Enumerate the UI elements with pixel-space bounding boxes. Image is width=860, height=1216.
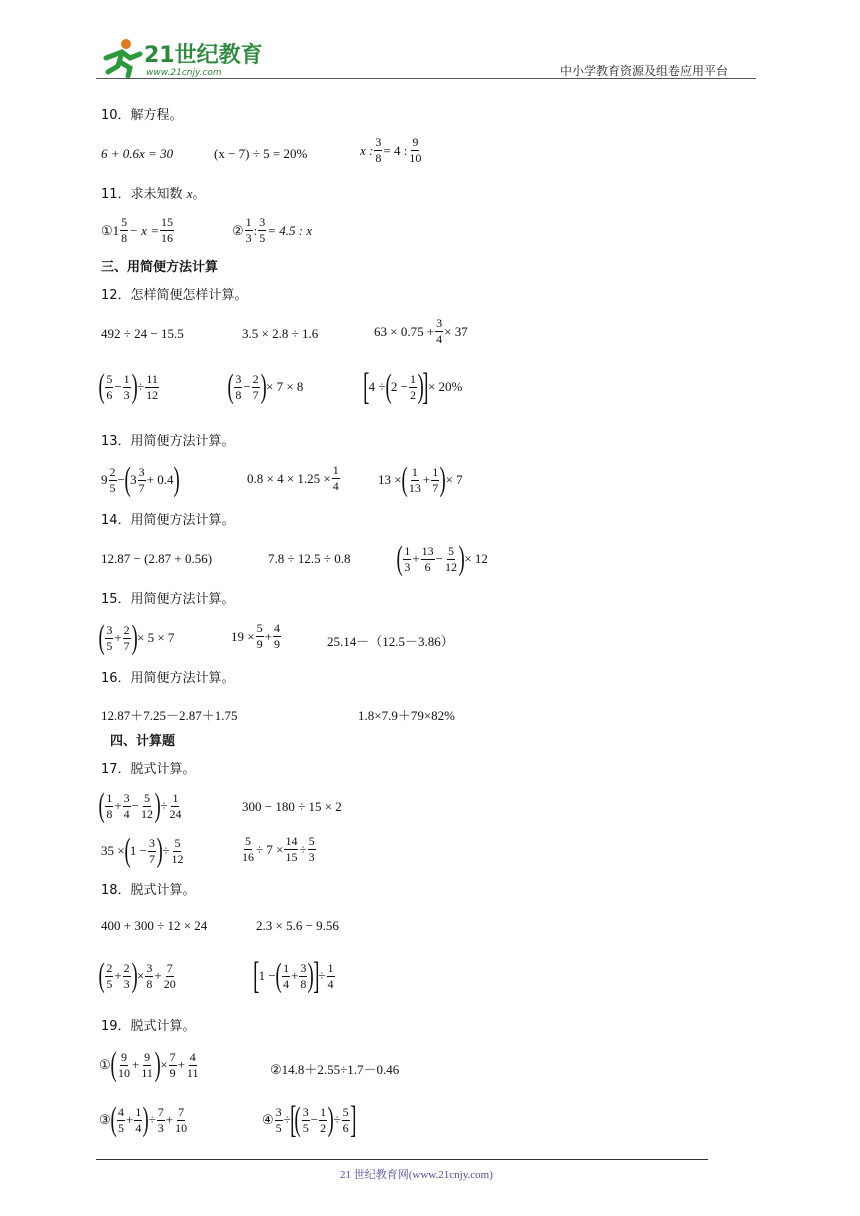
q18-eq3: ( 2 5 + 2 3 ) × 3 8 + 7 20 <box>98 957 176 994</box>
q17-eq3: 35 × ( 1 − $\frac{3}{7}$ ) ÷ 5 12 <box>101 832 184 869</box>
q10-label: 10．解方程。 <box>101 108 183 123</box>
q17-eq4: $\frac{5}{16}$ ÷ 7 × $\frac{14}{15}$ ÷ 5 3 <box>242 834 315 864</box>
q14-eq2: 7.8 ÷ 12.5 ÷ 0.8 <box>268 551 351 566</box>
footer-text: 21 世纪教育网(www.21cnjy.com) <box>340 1169 493 1181</box>
header-platform-text: 中小学教育资源及组卷应用平台 <box>560 64 729 78</box>
q12-eq5: ( 3 8 − 2 7 ) × 7 × 8 <box>227 368 304 405</box>
q19-eq4: ④ 3 5 ÷ [ ( 3 5 − 1 2 ) ÷ 5 6 ] <box>262 1099 357 1141</box>
q16-eq2: 1.8×7.9＋79×82% <box>358 708 455 723</box>
q12-eq6: [ 4 ÷ ( 2 − $\frac{1}{2}$ ) ] × 20% <box>363 366 463 408</box>
q17-eq2: 300 − 180 ÷ 15 × 2 <box>242 799 342 814</box>
q13-eq1: 9 2 5 − ( 3 3 7 + 0.4 ) <box>101 461 180 498</box>
q18-eq1: 400 + 300 ÷ 12 × 24 <box>101 918 208 933</box>
q11-eq2: ② 1 3 : $\frac{3}{5}$ = 4.5 : x <box>232 215 313 245</box>
q12-eq3: 63 × 0.75 + $\frac{3}{4}$ × 37 <box>374 316 468 346</box>
q15-eq2: 19 × $\frac{5}{9}$ + 4 9 <box>231 621 280 651</box>
section-4-title: 四、计算题 <box>110 734 176 749</box>
section-3-title: 三、用简便方法计算 <box>101 260 219 275</box>
q16-eq1: 12.87＋7.25－2.87＋1.75 <box>101 708 238 723</box>
q17-eq1: ( 1 8 + 3 4 − 5 12 ) ÷ 1 24 <box>98 787 182 824</box>
q15-label: 15．用简便方法计算。 <box>101 592 235 607</box>
q12-eq1: 492 ÷ 24 − 15.5 <box>101 326 184 341</box>
q15-eq1: ( 3 5 + 2 7 ) × 5 × 7 <box>98 619 175 656</box>
q15-eq3: 25.14－（12.5－3.86） <box>327 634 454 649</box>
runner-logo-icon <box>96 36 266 78</box>
q19-eq1: ① ( 9 10 + 9 11 ) × 7 9 + 4 11 <box>99 1046 199 1083</box>
q19-eq2: ②14.8＋2.55÷1.7－0.46 <box>270 1062 400 1077</box>
svg-text:www.21cnjy.com: www.21cnjy.com <box>146 68 222 78</box>
q12-eq2: 3.5 × 2.8 ÷ 1.6 <box>242 326 319 341</box>
q14-eq1: 12.87 − (2.87 + 0.56) <box>101 551 213 566</box>
footer-divider <box>96 1159 708 1160</box>
q10-eq3: x : $\frac{3}{8}$ = 4 : 9 10 <box>360 135 422 165</box>
q17-label: 17．脱式计算。 <box>101 762 196 777</box>
q14-label: 14．用简便方法计算。 <box>101 513 235 528</box>
q10-eq2: (x − 7) ÷ 5 = 20% <box>214 146 308 161</box>
q10-eq1: 6 + 0.6x = 30 <box>101 146 174 161</box>
svg-text:21世纪教育: 21世纪教育 <box>144 43 263 68</box>
q11-eq1: ①1 5 8 − x = $\frac{15}{16}$ <box>101 215 173 245</box>
site-logo <box>96 36 266 78</box>
q12-eq4: ( 5 6 − 1 3 ) ÷ 11 12 <box>98 368 159 405</box>
q18-eq2: 2.3 × 5.6 − 9.56 <box>256 918 339 933</box>
q13-eq2: 0.8 × 4 × 1.25 × $\frac{1}{4}$ <box>247 463 339 493</box>
q19-eq3: ③ ( 4 5 + 1 4 ) ÷ 7 3 + 7 10 <box>99 1101 188 1138</box>
q13-eq3: 13 × ( 1 13 + 1 7 ) × 7 <box>378 461 463 498</box>
q18-eq4: [ 1 − ( 1 4 + 3 8 ) ] ÷ 1 4 <box>253 955 334 997</box>
header-divider <box>96 78 756 79</box>
q14-eq3: ( 1 3 + 13 6 − 5 12 ) × 12 <box>396 540 488 577</box>
q19-label: 19．脱式计算。 <box>101 1019 196 1034</box>
q18-label: 18．脱式计算。 <box>101 883 196 898</box>
q11-label: 11．求未知数 x。 <box>101 186 206 202</box>
q16-label: 16．用简便方法计算。 <box>101 671 235 686</box>
q13-label: 13．用简便方法计算。 <box>101 434 235 449</box>
q12-label: 12．怎样简便怎样计算。 <box>101 288 248 303</box>
